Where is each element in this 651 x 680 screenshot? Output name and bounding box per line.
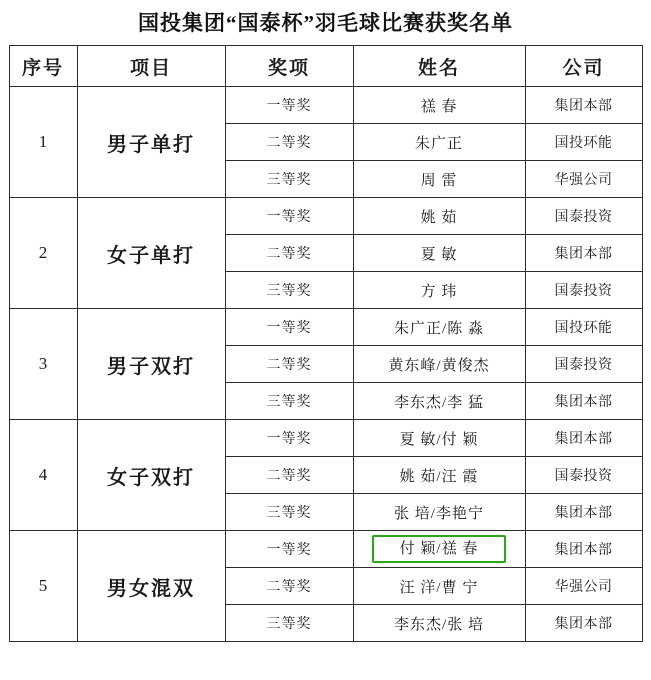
winner-org: 集团本部 [525, 420, 642, 457]
page-title: 国投集团“国泰杯”羽毛球比赛获奖名单 [138, 11, 513, 35]
winner-org: 集团本部 [525, 494, 642, 531]
table-header [9, 46, 642, 87]
group-event: 女子双打 [77, 420, 225, 531]
column-header-event: 项目 [77, 46, 225, 87]
winner-name: 周 雷 [353, 161, 525, 198]
winner-org: 国泰投资 [525, 346, 642, 383]
group-event: 男子双打 [77, 309, 225, 420]
prize-label: 一等奖 [225, 198, 353, 235]
prize-label: 二等奖 [225, 235, 353, 272]
group-event: 男女混双 [77, 531, 225, 642]
prize-label: 三等奖 [225, 161, 353, 198]
winner-org: 国投环能 [525, 309, 642, 346]
winner-name: 汪 洋/曹 宁 [353, 568, 525, 605]
table-row [9, 309, 642, 346]
winner-name: 李东杰/李 猛 [353, 383, 525, 420]
prize-label: 二等奖 [225, 568, 353, 605]
table-row [9, 420, 642, 457]
table-body [9, 87, 642, 642]
group-no: 3 [9, 309, 77, 420]
winner-name-highlighted [353, 531, 525, 568]
group-no: 1 [9, 87, 77, 198]
prize-label: 一等奖 [225, 531, 353, 568]
prize-label: 二等奖 [225, 346, 353, 383]
table-row [9, 87, 642, 124]
prize-label: 三等奖 [225, 605, 353, 642]
winner-org: 集团本部 [525, 235, 642, 272]
table-row [9, 531, 642, 568]
group-no: 4 [9, 420, 77, 531]
winner-name: 朱广正 [353, 124, 525, 161]
winner-name: 张 培/李艳宁 [353, 494, 525, 531]
table-header-row [9, 46, 642, 87]
winner-name: 方 玮 [353, 272, 525, 309]
column-header-no: 序号 [9, 46, 77, 87]
highlight-box: 付 颖/禚 春 [372, 535, 507, 564]
table-row [9, 198, 642, 235]
prize-label: 三等奖 [225, 383, 353, 420]
winner-org: 国泰投资 [525, 198, 642, 235]
group-no: 2 [9, 198, 77, 309]
winner-org: 国泰投资 [525, 272, 642, 309]
winner-org: 集团本部 [525, 87, 642, 124]
winner-org: 集团本部 [525, 531, 642, 568]
winner-name: 朱广正/陈 淼 [353, 309, 525, 346]
column-header-prize: 奖项 [225, 46, 353, 87]
prize-label: 二等奖 [225, 457, 353, 494]
winner-name: 夏 敏/付 颖 [353, 420, 525, 457]
winner-org: 华强公司 [525, 568, 642, 605]
prize-label: 一等奖 [225, 309, 353, 346]
prize-label: 三等奖 [225, 494, 353, 531]
column-header-org: 公司 [525, 46, 642, 87]
award-list-table [9, 45, 643, 642]
winner-org: 华强公司 [525, 161, 642, 198]
winner-name: 李东杰/张 培 [353, 605, 525, 642]
prize-label: 一等奖 [225, 420, 353, 457]
winner-name: 夏 敏 [353, 235, 525, 272]
winner-name: 禚 春 [353, 87, 525, 124]
group-event: 男子单打 [77, 87, 225, 198]
winner-org: 集团本部 [525, 383, 642, 420]
winner-org: 集团本部 [525, 605, 642, 642]
prize-label: 二等奖 [225, 124, 353, 161]
winner-name: 黄东峰/黄俊杰 [353, 346, 525, 383]
column-header-name: 姓名 [353, 46, 525, 87]
winner-org: 国投环能 [525, 124, 642, 161]
group-event: 女子单打 [77, 198, 225, 309]
winner-name: 姚 茹/汪 霞 [353, 457, 525, 494]
prize-label: 一等奖 [225, 87, 353, 124]
winner-org: 国泰投资 [525, 457, 642, 494]
prize-label: 三等奖 [225, 272, 353, 309]
winner-name: 姚 茹 [353, 198, 525, 235]
group-no: 5 [9, 531, 77, 642]
